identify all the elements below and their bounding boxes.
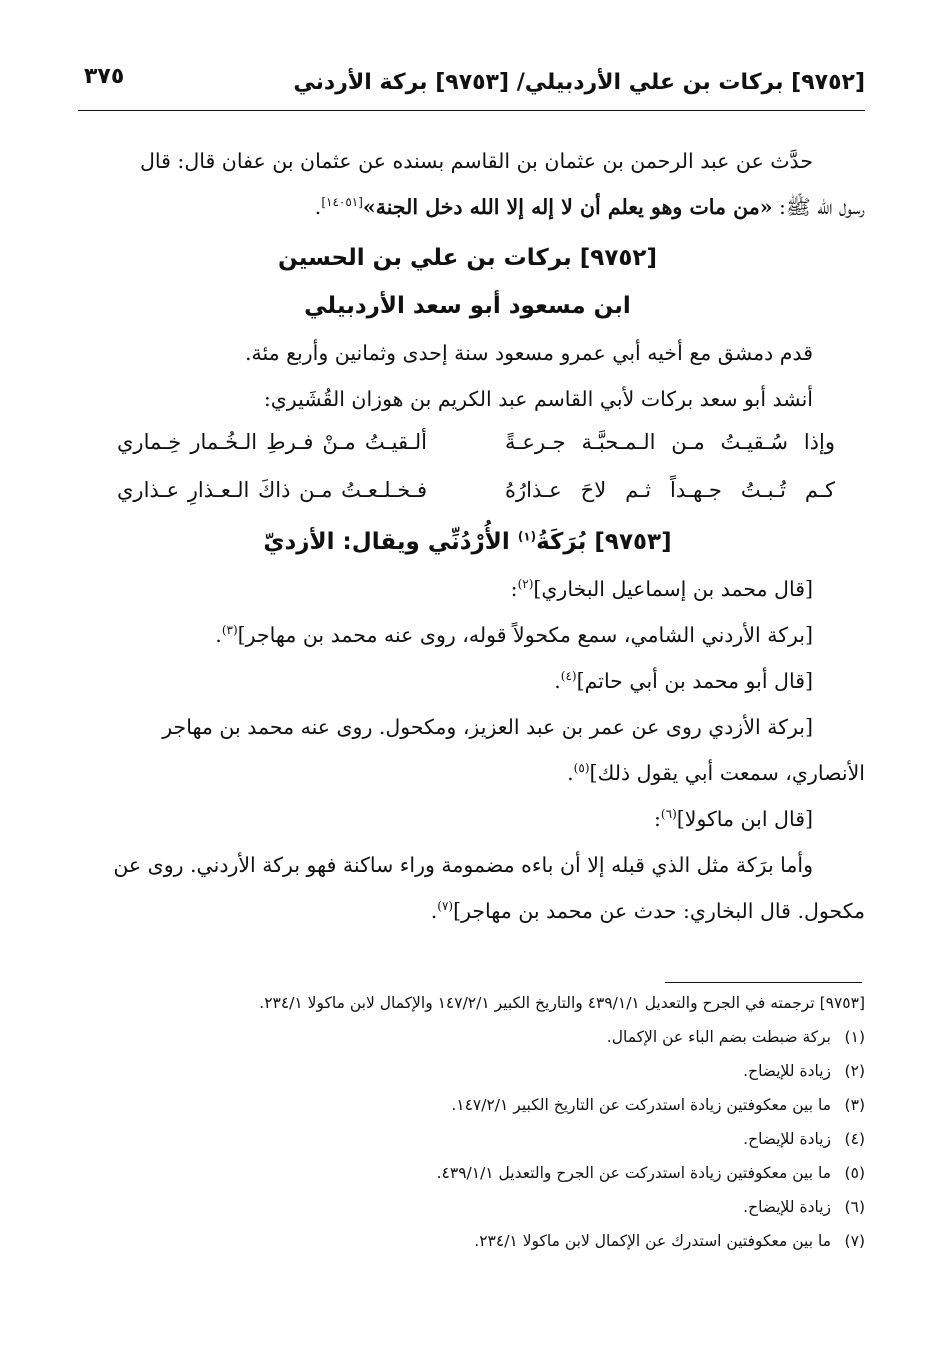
paragraph-hadith-line2: رسول الله ﷺ: «من مات وهو يعلم أن لا إله إلا الله دخل الجنة»[١٤٠٥١]. <box>314 195 865 219</box>
verse-2-first-hemistich: كـم تُـبـتُ جـهـداً ثـم لاحَ عـذارُهُ <box>505 478 835 502</box>
running-header <box>78 62 865 111</box>
entry-heading-9752-line1: [٩٧٥٢] بركات بن علي بن الحسين <box>278 245 657 271</box>
footnote-7: (٧)ما بين معكوفتين استدرك عن الإكمال لابن ماكولا ٢٣٤/١. <box>474 1232 865 1250</box>
paragraph-hadith-line1: حدَّث عن عبد الرحمن بن عثمان بن القاسم بسنده عن عثمان بن عفان قال: قال <box>139 149 813 173</box>
main-text <box>70 138 865 934</box>
paragraph-bukhari-intro: [قال محمد بن إسماعيل البخاري]$^{(٢)}$: <box>510 577 813 601</box>
footnote-5: (٥)ما بين معكوفتين زيادة استدركت عن الجرح والتعديل ٤٣٩/١/١. <box>436 1164 865 1182</box>
page-number: ٣٧٥ <box>84 64 125 89</box>
paragraph-ibn-abi-hatim-intro: [قال أبو محمد بن أبي حاتم]$^{(٤)}$. <box>554 669 813 693</box>
hadith-number: [١٤٠٥١] <box>321 195 363 210</box>
paragraph-azdi-line1: [بركة الأزدي روى عن عمر بن عبد العزيز، ومكحول. روى عنه محمد بن مهاجر <box>162 715 813 739</box>
entry-heading-9752-line2: ابن مسعود أبو سعد الأردبيلي <box>304 293 631 319</box>
footnote-2: (٢)زيادة للإيضاح. <box>743 1062 865 1080</box>
entry-heading-9753: [٩٧٥٣] بُرَكَةُ$^{(١)}$ الأُرْدُنِّي ويقال: الأزديّ <box>263 529 672 555</box>
hadith-quote: «من مات وهو يعلم أن لا إله إلا الله دخل الجنة» <box>362 195 773 219</box>
paragraph-baraka-line1: وأما برَكة مثل الذي قبله إلا أن باءه مضمومة وراء ساكنة فهو بركة الأردني. روى عن <box>113 853 813 877</box>
footnote-source: [٩٧٥٣] ترجمته في الجرح والتعديل ٤٣٩/١/١ والتاريخ الكبير ١٤٧/٢/١ والإكمال لابن ماكولا ٢٣٤/١. <box>259 994 865 1012</box>
paragraph-bukhari-quote: [بركة الأردني الشامي، سمع مكحولاً قوله، روى عنه محمد بن مهاجر]$^{(٣)}$. <box>215 623 813 647</box>
verse-1-second-hemistich: ألـقيـتُ مـنْ فـرطِ الـخُـمار خِـماري <box>117 430 427 454</box>
header-title: [٩٧٥٢] بركات بن علي الأردبيلي/ [٩٧٥٣] بركة الأردني <box>293 70 865 95</box>
paragraph-damascus: قدم دمشق مع أخيه أبي عمرو مسعود سنة إحدى وثمانين وأربع مئة. <box>244 341 813 365</box>
poem-verse-1 <box>70 422 865 470</box>
footnote-3: (٣)ما بين معكوفتين زيادة استدركت عن التاريخ الكبير ١٤٧/٢/١. <box>451 1096 865 1114</box>
paragraph-recited: أنشد أبو سعد بركات لأبي القاسم عبد الكريم بن هوزان القُشَيري: <box>263 387 813 411</box>
heading-note-ref: (١) <box>517 529 537 544</box>
verse-2-second-hemistich: فـخـلـعـتُ مـن ذاكَ الـعـذارِ عـذاري <box>117 478 427 502</box>
footnotes <box>90 986 865 1258</box>
poem-verse-2 <box>70 470 865 518</box>
paragraph-ibn-makula-intro: [قال ابن ماكولا]$^{(٦)}$: <box>654 807 813 831</box>
footnote-4: (٤)زيادة للإيضاح. <box>743 1130 865 1148</box>
footnote-6: (٦)زيادة للإيضاح. <box>743 1198 865 1216</box>
footnote-divider <box>665 982 862 983</box>
paragraph-azdi-line2: الأنصاري، سمعت أبي يقول ذلك]$^{(٥)}$. <box>567 761 865 785</box>
footnote-1: (١)بركة ضبطت بضم الباء عن الإكمال. <box>606 1028 865 1046</box>
verse-1-first-hemistich: وإذا سُـقيـتُ مـن الـمـحبَّـة جـرعـةً <box>505 430 835 454</box>
paragraph-baraka-line2: مكحول. قال البخاري: حدث عن محمد بن مهاجر]$^{(٧)}$. <box>430 899 865 923</box>
